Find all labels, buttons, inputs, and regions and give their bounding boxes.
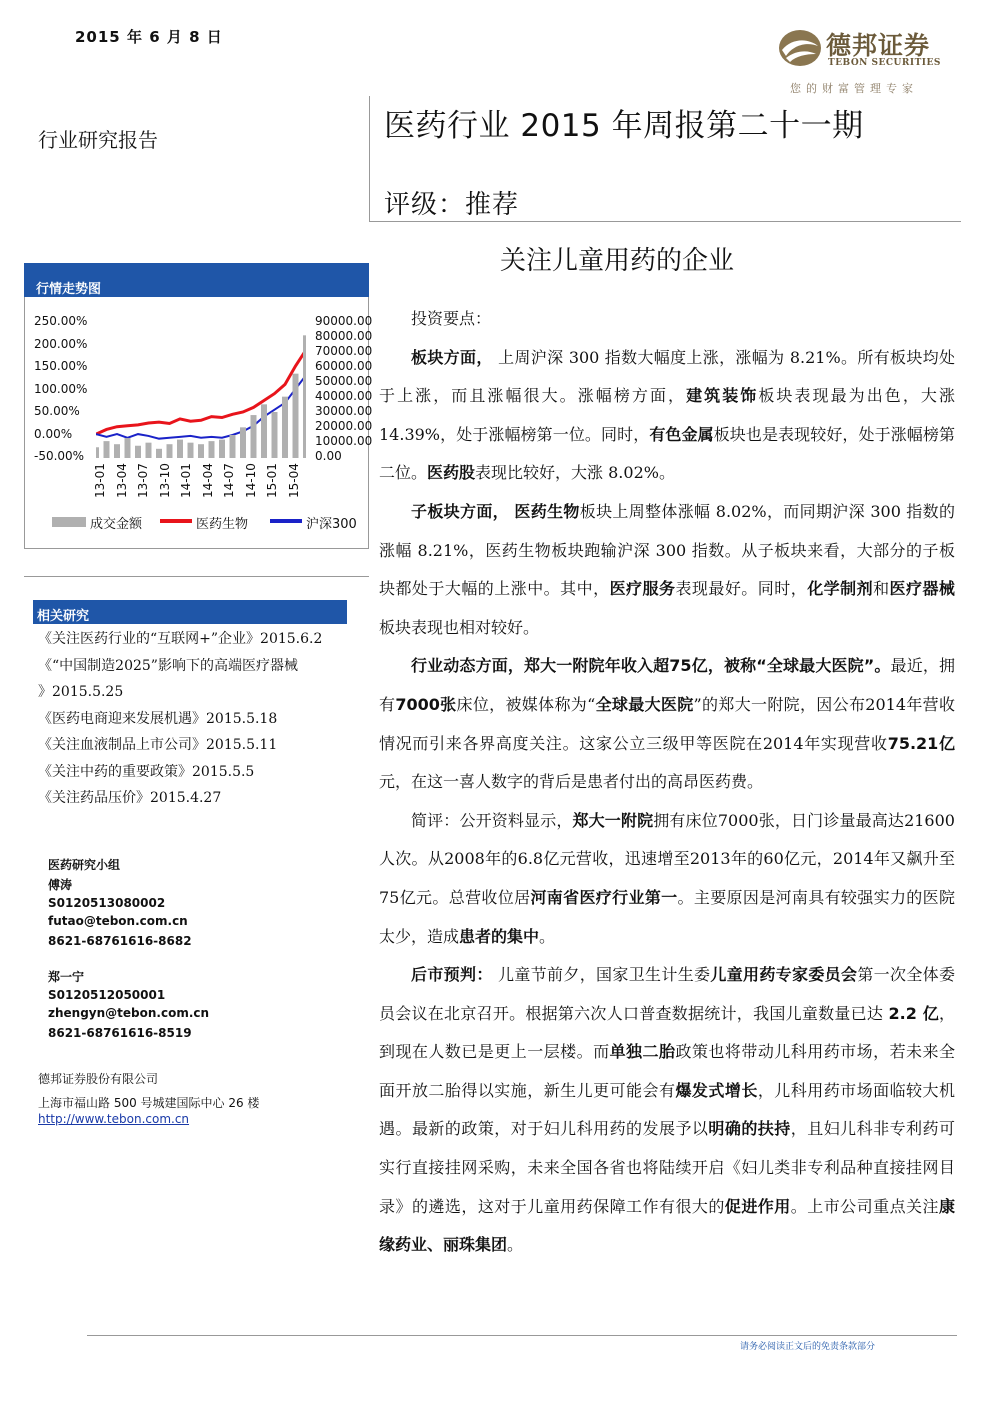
text-run: 最近，拥有: [379, 656, 955, 714]
body-intro: 投资要点：: [411, 309, 492, 328]
volume-bar: [209, 441, 215, 458]
text-run: 床位，被媒体称为“: [456, 694, 596, 714]
y-left-tick: 100.00%: [34, 381, 88, 396]
text-run: 政策也将带动儿科用药市场，若未来全面开放二胎得以实施，新生儿更可能会有: [379, 1042, 955, 1100]
legend-label: 沪深300: [306, 517, 357, 532]
y-right-tick: 70000.00: [315, 344, 373, 358]
legend-swatch: [52, 517, 86, 527]
bold-phrase: 75.21亿: [887, 733, 955, 753]
text-run: ”的郑大一附院，因公布2014年营收情况而引来各界高度关注。这家公立三级甲等医院在2014年实现营收: [379, 694, 955, 753]
logo-slogan: 您的财富管理专家: [790, 82, 918, 95]
volume-bar: [146, 443, 152, 458]
company-name: 德邦证券股份有限公司: [38, 1072, 159, 1086]
volume-bar: [230, 435, 236, 458]
y-left-tick: 150.00%: [34, 359, 88, 373]
bold-phrase: 板块方面，: [411, 347, 493, 367]
bold-phrase: 郑大一附院: [572, 810, 654, 830]
y-left-tick: 50.00%: [34, 404, 80, 418]
bold-phrase: 建筑装饰: [686, 386, 759, 406]
chart-header-bar: [24, 263, 369, 297]
volume-bar: [177, 440, 183, 458]
company-website-link[interactable]: http://www.tebon.com.cn: [38, 1112, 190, 1126]
x-tick: 14-04: [200, 463, 215, 498]
bold-phrase: 2.2 亿: [888, 1003, 939, 1023]
text-run: ，且妇儿科非专利药可实行直接挂网采购，未来全国各省也将陆续开启《妇儿类非专利品种直接挂网目录》的遴选，这对于儿童用药保障工作有很大的: [379, 1119, 955, 1216]
footer-divider: [87, 1335, 957, 1336]
bold-phrase: 化学制剂: [807, 579, 874, 599]
y-left-tick: 250.00%: [34, 314, 88, 328]
bold-phrase: 有色金属: [649, 424, 714, 444]
text-run: 和: [873, 579, 890, 599]
body-paragraph: [379, 339, 955, 493]
text-run: 。: [507, 1235, 524, 1255]
chart-header-label: 行情走势图: [36, 282, 102, 297]
team-line: 医药研究小组: [48, 858, 121, 872]
body-paragraph: [379, 956, 955, 1265]
title-divider: [369, 221, 961, 222]
related-report-link[interactable]: 《关注血液制品上市公司》2015.5.11: [38, 737, 278, 753]
volume-bar: [125, 438, 131, 458]
related-header-label: 相关研究: [37, 609, 90, 624]
y-right-tick: 60000.00: [315, 359, 373, 373]
company-logo: [778, 24, 968, 104]
sidebar-divider: [24, 576, 369, 577]
y-right-tick: 40000.00: [315, 389, 373, 403]
bold-phrase: 医疗服务: [609, 579, 676, 599]
volume-bar: [293, 374, 299, 458]
y-left-tick: -50.00%: [34, 449, 85, 463]
text-run: 板块上周整体涨幅 8.02%，而同期沪深 300 指数的涨幅 8.21%，医药生物板块跑输沪深 300 指数。从子板块来看，大部分的子板块都处于大幅的上涨中。其中，: [379, 501, 955, 599]
body-paragraph: [379, 493, 955, 647]
x-tick: 15-04: [286, 463, 301, 498]
bold-phrase: 7000张: [395, 694, 457, 714]
team-line: 8621-68761616-8682: [48, 934, 192, 948]
x-tick: 13-01: [93, 463, 107, 498]
y-left-tick: 200.00%: [34, 336, 88, 351]
body-paragraphs: [379, 339, 955, 1265]
footer-disclaimer: 请务必阅读正文后的免责条款部分: [740, 1342, 876, 1352]
volume-bar: [282, 397, 288, 458]
volume-bar: [114, 444, 120, 458]
bold-phrase: 儿童用药专家委员会: [710, 965, 858, 985]
company-address: 上海市福山路 500 号城建国际中心 26 楼: [38, 1096, 260, 1110]
text-run: 上周沪深 300 指数大幅度上涨，涨幅为 8.21%。所有板块均处于上涨，而且涨幅很大。涨幅榜方面，: [379, 347, 955, 406]
bold-phrase: 患者的集中: [459, 926, 540, 946]
text-run: 简评：公开资料显示，: [411, 810, 573, 830]
text-run: 儿童节前夕，国家卫生计生委: [492, 965, 711, 985]
text-run: 表现最好。同时，: [675, 579, 808, 599]
volume-bar: [167, 444, 173, 458]
volume-bar: [156, 449, 162, 458]
logo-cn-text: 德邦证券: [826, 31, 931, 60]
related-report-link[interactable]: 《关注中药的重要政策》2015.5.5: [38, 763, 255, 780]
volume-bar: [219, 440, 225, 458]
x-tick: 15-01: [265, 463, 279, 498]
bold-phrase: 全球最大医院: [595, 694, 694, 714]
team-line: 傅涛: [48, 878, 73, 892]
tebon-logo-icon: [778, 28, 822, 68]
x-tick: 14-07: [222, 463, 236, 498]
x-tick: 14-01: [179, 463, 193, 498]
legend-swatch: [270, 519, 302, 523]
bold-phrase: 子板块方面，: [411, 501, 509, 521]
volume-bar: [303, 335, 306, 458]
bold-phrase: 医疗器械: [889, 579, 955, 599]
bold-phrase: 促进作用: [724, 1196, 791, 1216]
y-right-tick: 50000.00: [315, 374, 373, 388]
y-left-tick: 0.00%: [34, 426, 73, 441]
y-right-tick: 80000.00: [315, 329, 373, 343]
text-run: 板块表现也相对较好。: [379, 617, 540, 637]
bold-phrase: 明确的扶持: [708, 1119, 791, 1139]
y-right-tick: 10000.00: [315, 434, 373, 448]
text-run: 。: [539, 926, 556, 946]
legend-label: 成交金额: [90, 517, 143, 532]
bold-phrase: 行业动态方面，郑大一附院年收入超75亿，被称“全球最大医院”。: [411, 656, 891, 676]
report-subtitle: 关注儿童用药的企业: [500, 246, 735, 276]
text-run: 。主要原因是河南具有较强实力的医院太少，造成: [379, 887, 955, 946]
volume-bar: [198, 444, 204, 458]
bold-phrase: 医药股: [427, 463, 476, 483]
text-run: 拥有床位7000张，日门诊量最高达21600人次。从2008年的6.8亿元营收，迅速增至2013年的60亿元，2014年又飙升至75亿元。总营收位居: [379, 810, 955, 907]
chart-plot-area: [96, 320, 306, 458]
body-paragraph: [379, 647, 955, 801]
related-report-link[interactable]: 《“中国制造2025”影响下的高端医疗器械: [38, 657, 298, 674]
team-line: futao@tebon.com.cn: [48, 914, 188, 928]
report-rating: 评级：推荐: [384, 190, 520, 220]
x-tick: 14-10: [243, 463, 258, 498]
text-run: 板块也是表现较好，处于涨幅榜第二位。: [379, 424, 955, 483]
x-tick: 13-04: [114, 463, 129, 498]
bold-phrase: 医药生物: [514, 501, 580, 521]
y-right-tick: 0.00: [315, 449, 342, 463]
report-date: 2015 年 6 月 8 日: [75, 28, 223, 46]
volume-bar: [261, 404, 267, 458]
related-report-link[interactable]: 《医药电商迎来发展机遇》2015.5.18: [38, 710, 278, 727]
text-run: 元，在这一喜人数字的背后是患者付出的高昂医药费。: [379, 772, 764, 792]
doc-type: 行业研究报告: [38, 128, 158, 152]
text-run: 板块表现最为出色，大涨 14.39%，处于涨幅榜第一位。同时，: [379, 386, 955, 444]
header-divider: [369, 96, 370, 222]
bold-phrase: 河南省医疗行业第一: [530, 887, 678, 907]
x-tick: 13-10: [157, 463, 172, 498]
text-run: ，到现在人数已是更上一层楼。而: [379, 1003, 955, 1062]
volume-bar: [135, 446, 141, 458]
volume-bar: [272, 412, 278, 458]
text-run: 第一次全体委员会议在北京召开。根据第六次人口普查数据统计，我国儿童数量已达: [379, 965, 955, 1023]
related-report-link[interactable]: 》2015.5.25: [38, 684, 124, 700]
text-run: ，儿科用药市场面临较大机遇。最新的政策，对于妇儿科用药的发展予以: [379, 1080, 955, 1139]
related-header-bar: [33, 600, 347, 624]
volume-bar: [240, 427, 246, 458]
y-right-tick: 20000.00: [315, 419, 373, 433]
x-tick: 13-07: [136, 463, 150, 498]
volume-bar: [251, 415, 257, 458]
legend-label: 医药生物: [196, 517, 249, 532]
related-report-link[interactable]: 《关注药品压价》2015.4.27: [38, 790, 222, 806]
volume-bar: [104, 441, 110, 458]
volume-bar: [96, 447, 99, 458]
bold-phrase: 后市预判：: [411, 965, 493, 985]
team-line: 8621-68761616-8519: [48, 1026, 192, 1040]
y-right-tick: 90000.00: [315, 314, 373, 328]
legend-swatch: [160, 519, 192, 523]
bold-phrase: 单独二胎: [609, 1042, 676, 1062]
team-line: 郑一宁: [48, 970, 85, 984]
body-paragraph: [379, 802, 955, 956]
report-body: [379, 300, 955, 1265]
team-line: zhengyn@tebon.com.cn: [48, 1006, 210, 1020]
text-run: 表现比较好，大涨 8.02%。: [475, 463, 675, 483]
volume-bar: [188, 443, 194, 458]
report-title: 医药行业 2015 年周报第二十一期: [384, 108, 864, 144]
team-line: S0120513080002: [48, 896, 166, 910]
team-line: S0120512050001: [48, 988, 166, 1002]
text-run: 。上市公司重点关注: [790, 1196, 939, 1216]
bold-phrase: 康缘药业、丽珠集团: [379, 1196, 955, 1255]
y-right-tick: 30000.00: [315, 404, 373, 418]
bold-phrase: 爆发式增长: [675, 1080, 758, 1100]
logo-en-text: TEBON SECURITIES: [828, 58, 941, 68]
related-report-link[interactable]: 《关注医药行业的“互联网+”企业》2015.6.2: [38, 631, 323, 647]
